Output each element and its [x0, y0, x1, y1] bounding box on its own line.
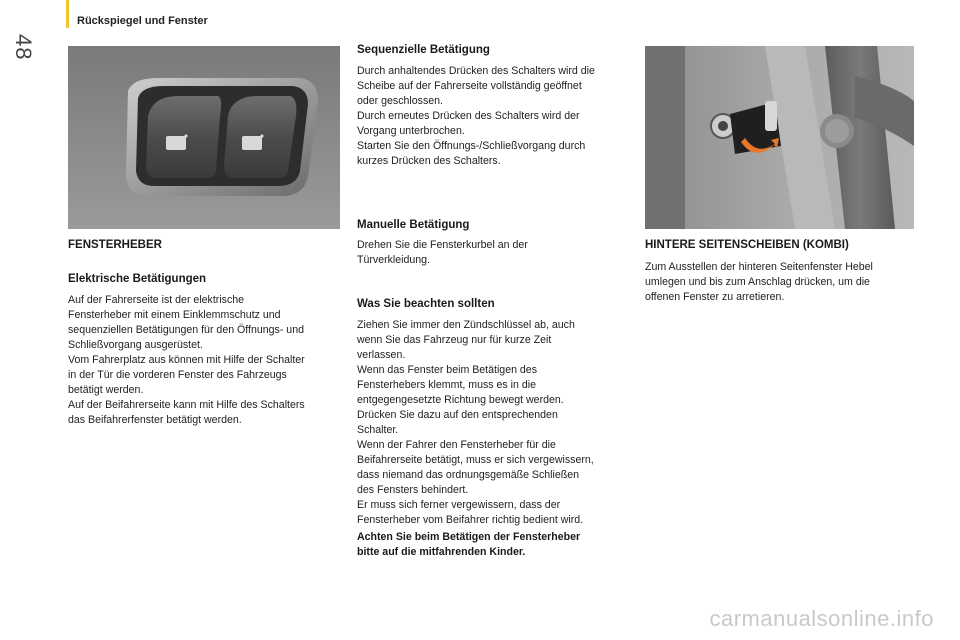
middle-s3-text: Ziehen Sie immer den Zündschlüssel ab, auch wenn Sie das Fahrzeug nur für kurze Zeit verlassen. Wenn das Fenster beim Betätigen des Fensterhebers klemmt, muss es in die entgegengesetzte Richtung bewegt werden. Drücken Sie dazu auf den entsprechenden Schalter. Wenn der Fahrer den Fensterheber für die Beifahrerseite betätigt, muss er sich vergewissern, dass niemand das ordnungsgemäße Schließen des Fensters behindert. Er muss sich ferner vergewissern, dass der Fensterheber vom Beifahrer richtig bedient wird. [357, 319, 594, 526]
watermark: carmanualsonline.info [709, 606, 934, 631]
window-switch-photo [68, 46, 340, 229]
section-header: Rückspiegel und Fenster [77, 15, 208, 27]
right-heading: HINTERE SEITENSCHEIBEN (KOMBI) [645, 239, 849, 251]
middle-s1-text: Durch anhaltendes Drücken des Schalters wird die Scheibe auf der Fahrerseite vollständig geöffnet oder geschlossen. Durch erneutes Drücken des Schalters wird der Vorgang unterbrochen. Starten Sie den Öffnungs-/Schließvorgang durch kurzes Drücken des Schalters. [357, 65, 595, 167]
middle-s3-heading: Was Sie beachten sollten [357, 298, 495, 310]
page-number: 48 [11, 34, 36, 61]
middle-s3-warning: Achten Sie beim Betätigen der Fensterheber bitte auf die mitfahrenden Kinder. [357, 531, 581, 558]
right-text: Zum Ausstellen der hinteren Seitenfenster Hebel umlegen und bis zum Anschlag drücken, um die offenen Fenster zu arretieren. [645, 261, 873, 303]
left-heading: FENSTERHEBER [68, 239, 162, 251]
left-text: Auf der Fahrerseite ist der elektrische Fensterheber mit einem Einklemmschutz und sequenziellen Betätigungen für den Öffnungs- und Schließvorgang ausgerüstet. Vom Fahrerplatz aus können mit Hilfe der Schalter in der Tür die vorderen Fenster des Fahrzeugs betätigt werden. Auf der Beifahrerseite kann mit Hilfe des Schalters das Beifahrerfenster betätigt werden. [68, 294, 305, 426]
middle-s2-text: Drehen Sie die Fensterkurbel an der Türverkleidung. [357, 239, 528, 266]
middle-s1-heading: Sequenzielle Betätigung [357, 44, 490, 56]
window-latch-photo [645, 46, 914, 229]
accent-bar [66, 0, 69, 28]
middle-s2-heading: Manuelle Betätigung [357, 219, 470, 231]
left-subheading: Elektrische Betätigungen [68, 273, 207, 285]
